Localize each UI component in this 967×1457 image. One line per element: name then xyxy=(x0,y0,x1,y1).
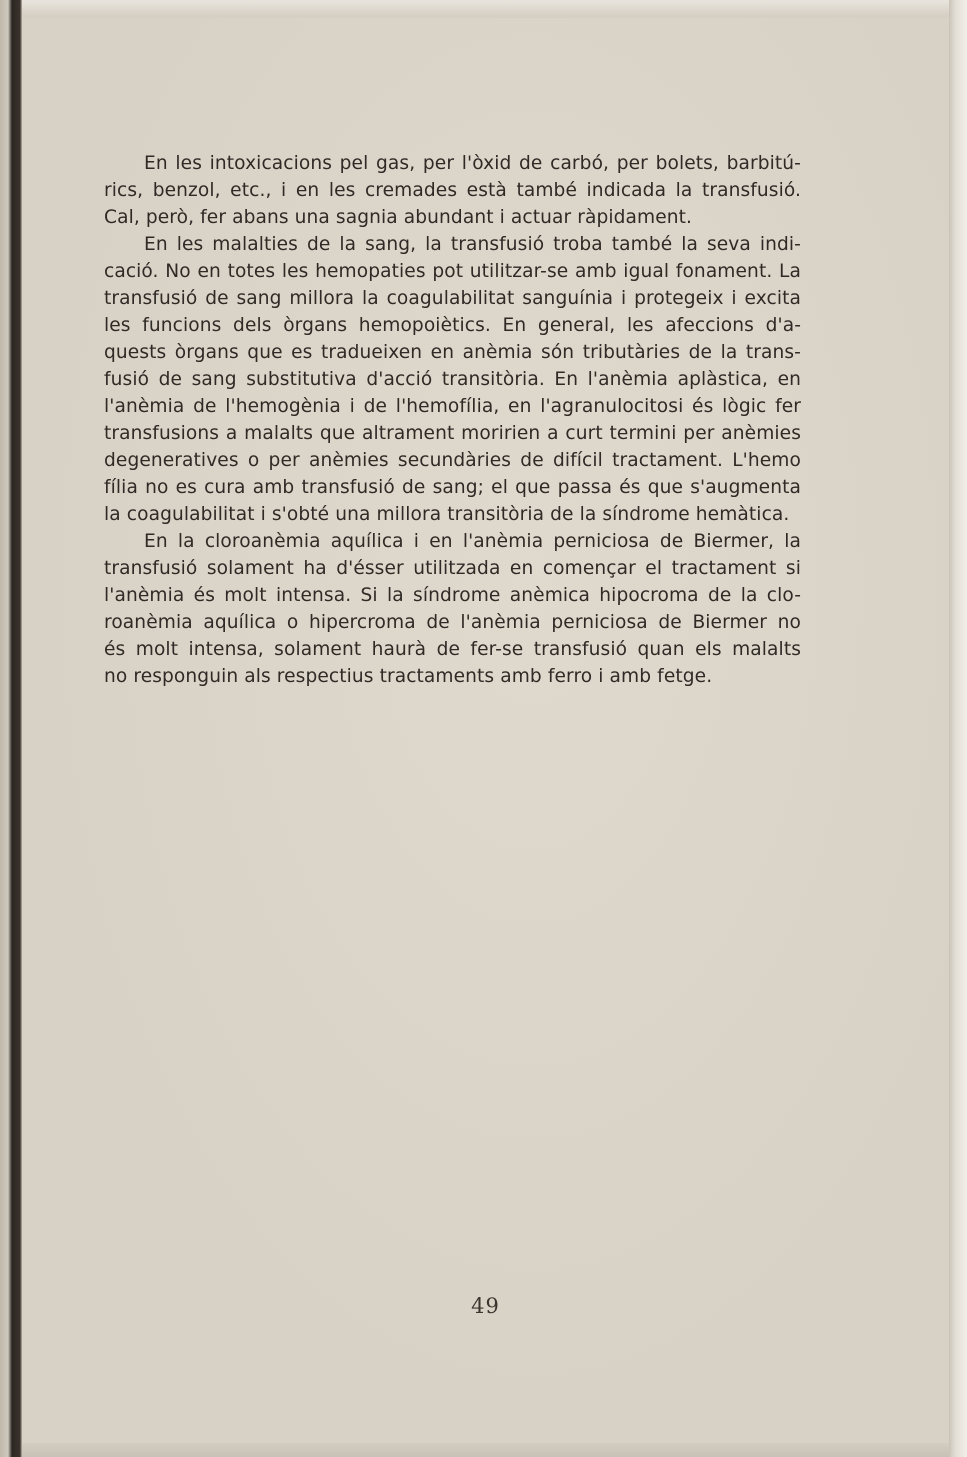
body-text xyxy=(104,150,801,690)
text-line: transfusió de sang millora la coagulabilitat sanguínia i protegeix i excita xyxy=(104,288,801,309)
paragraph-3 xyxy=(104,528,801,690)
text-line: no responguin als respectius tractaments amb ferro i amb fetge. xyxy=(104,666,713,687)
text-line: En la cloroanèmia aquílica i en l'anèmia perniciosa de Biermer, la xyxy=(144,531,801,552)
binding-edge xyxy=(0,0,22,1457)
paragraph-1 xyxy=(104,150,801,231)
paragraph-2 xyxy=(104,231,801,528)
text-line: En les malalties de la sang, la transfusió troba també la seva indi- xyxy=(144,234,801,255)
text-line: Cal, però, fer abans una sagnia abundant i actuar ràpidament. xyxy=(104,207,693,228)
text-line: cació. No en totes les hemopaties pot utilitzar-se amb igual fonament. La xyxy=(104,261,801,282)
text-line: la coagulabilitat i s'obté una millora transitòria de la síndrome hemàtica. xyxy=(104,504,790,525)
right-margin xyxy=(949,0,967,1457)
text-line: degeneratives o per anèmies secundàries de difícil tractament. L'hemo xyxy=(104,450,801,471)
text-line: l'anèmia de l'hemogènia i de l'hemofília, en l'agranulocitosi és lògic fer xyxy=(104,396,801,417)
text-line: és molt intensa, solament haurà de fer-se transfusió quan els malalts xyxy=(104,639,801,660)
page-sheet xyxy=(22,18,949,1443)
text-line: fília no es cura amb transfusió de sang; el que passa és que s'augmenta xyxy=(104,477,801,498)
text-line: transfusions a malalts que altrament moririen a curt termini per anèmies xyxy=(104,423,801,444)
text-line: roanèmia aquílica o hipercroma de l'anèmia perniciosa de Biermer no xyxy=(104,612,801,633)
text-line: rics, benzol, etc., i en les cremades està també indicada la transfusió. xyxy=(104,180,801,201)
bottom-margin xyxy=(22,1443,949,1457)
top-margin xyxy=(22,0,949,20)
text-line: transfusió solament ha d'ésser utilitzada en començar el tractament si xyxy=(104,558,801,579)
text-line: quests òrgans que es tradueixen en anèmia són tributàries de la trans- xyxy=(104,342,801,363)
text-line: l'anèmia és molt intensa. Si la síndrome anèmica hipocroma de la clo- xyxy=(104,585,801,606)
text-line: En les intoxicacions pel gas, per l'òxid de carbó, per bolets, barbitú- xyxy=(144,153,801,174)
text-line: les funcions dels òrgans hemopoiètics. En general, les afeccions d'a- xyxy=(104,315,801,336)
page-number: 49 xyxy=(471,1294,500,1318)
text-line: fusió de sang substitutiva d'acció transitòria. En l'anèmia aplàstica, en xyxy=(104,369,801,390)
